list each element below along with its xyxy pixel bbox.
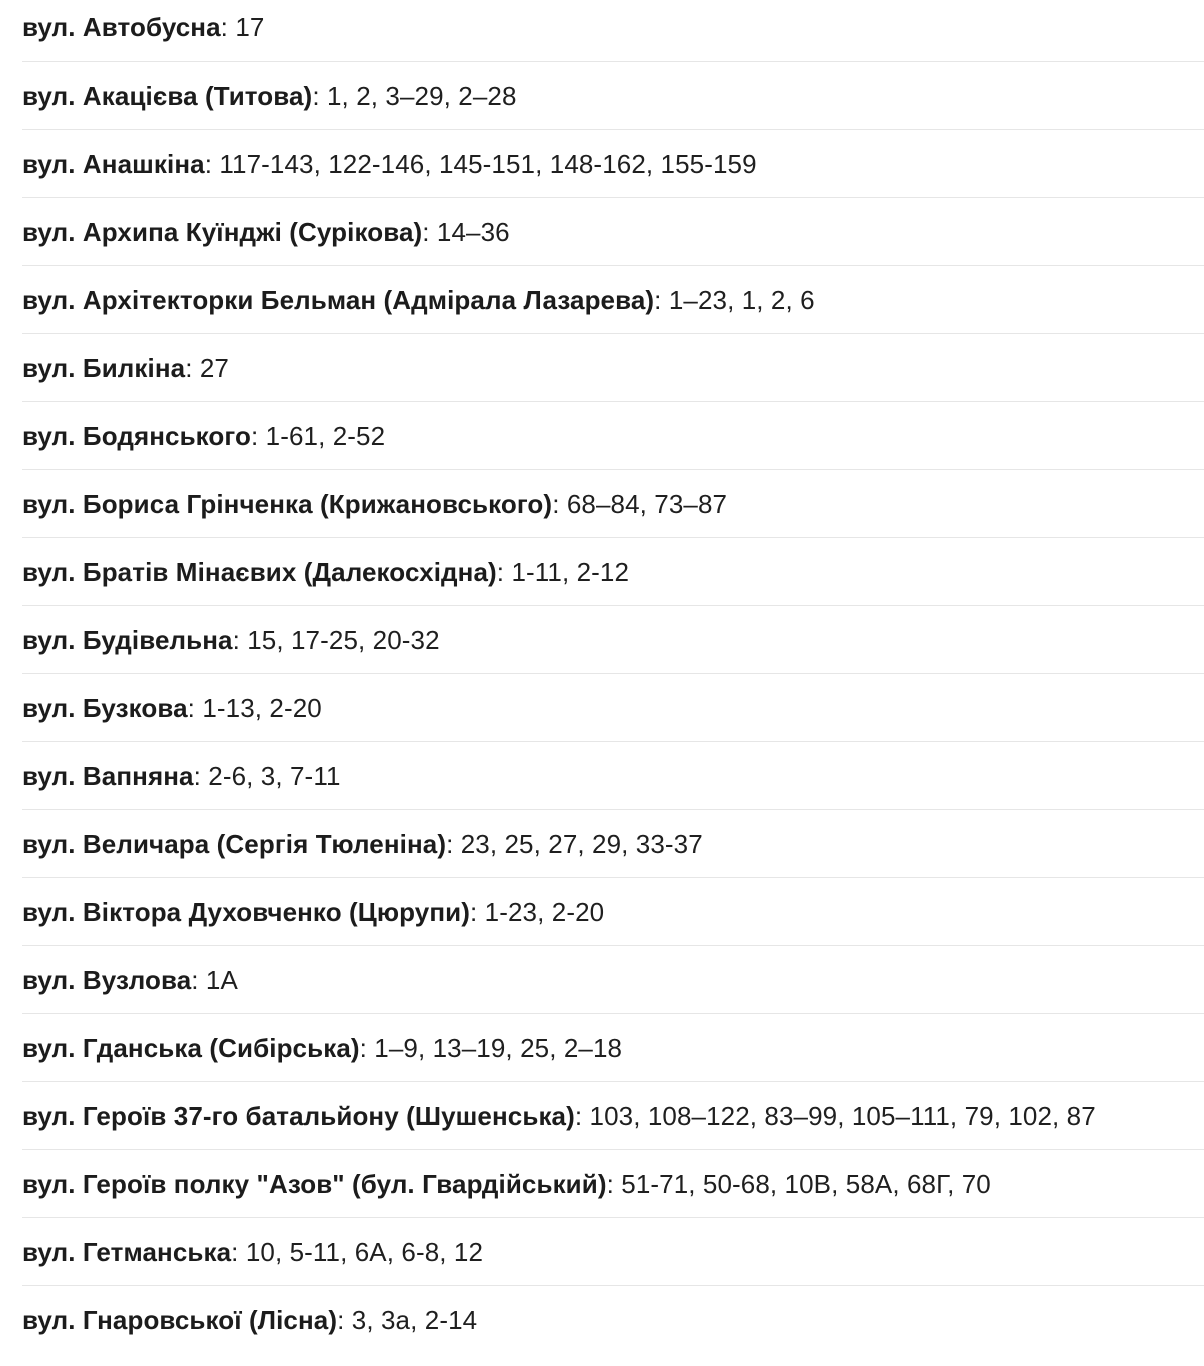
street-name: вул. Анашкіна [22,148,205,179]
street-name: вул. Величара (Сергія Тюленіна) [22,828,447,859]
list-item: вул. Героїв 37-го батальйону (Шушенська) : 103, 108–122, 83–99, 105–111, 79, 102, 87 [22,1082,1204,1150]
street-name: вул. Гнаровської (Лісна) [22,1305,338,1335]
street-name: вул. Бузкова [22,692,188,723]
house-numbers: 1-11, 2-12 [511,556,630,587]
list-item: вул. Бодянського : 1-61, 2-52 [22,402,1204,470]
house-numbers: 14–36 [436,216,510,247]
street-name: вул. Акацієва (Титова) [22,80,313,111]
list-item: вул. Бузкова : 1-13, 2-20 [22,674,1204,742]
house-numbers: 1, 2, 3–29, 2–28 [326,80,517,111]
street-name: вул. Братів Мінаєвих (Далекосхідна) [22,556,497,587]
list-item: вул. Гетманська : 10, 5-11, 6А, 6-8, 12 [22,1218,1204,1286]
street-list [22,0,1204,1354]
list-item: вул. Віктора Духовченко (Цюрупи) : 1-23, 2-20 [22,878,1204,946]
house-numbers: 1–23, 1, 2, 6 [668,284,815,315]
house-numbers: 1-61, 2-52 [265,420,386,451]
list-item: вул. Архітекторки Бельман (Адмірала Лазарева) : 1–23, 1, 2, 6 [22,266,1204,334]
list-item: вул. Величара (Сергія Тюленіна) : 23, 25, 27, 29, 33-37 [22,810,1204,878]
street-name: вул. Вапняна [22,760,194,791]
list-item: вул. Вузлова : 1А [22,946,1204,1014]
street-name: вул. Архітекторки Бельман (Адмірала Лазарева) [22,284,655,315]
house-numbers: 27 [199,352,229,383]
list-item: вул. Гданська (Сибірська) : 1–9, 13–19, 25, 2–18 [22,1014,1204,1082]
house-numbers: 1–9, 13–19, 25, 2–18 [374,1032,623,1063]
street-name: вул. Гетманська [22,1236,232,1267]
street-name: вул. Віктора Духовченко (Цюрупи) [22,896,471,927]
street-name: вул. Билкіна [22,352,186,383]
house-numbers: 17 [235,11,265,42]
house-numbers: 23, 25, 27, 29, 33-37 [460,828,703,859]
street-name: вул. Бориса Грінченка (Крижановського) [22,488,553,519]
list-item: вул. Вапняна : 2-6, 3, 7-11 [22,742,1204,810]
list-item: вул. Билкіна : 27 [22,334,1204,402]
house-numbers: 1-23, 2-20 [484,896,605,927]
house-numbers: 1-13, 2-20 [202,692,322,723]
house-numbers: 1А [205,964,238,995]
list-item: вул. Бориса Грінченка (Крижановського) : 68–84, 73–87 [22,470,1204,538]
list-item: вул. Автобусна : 17 [22,0,1204,62]
house-numbers: 68–84, 73–87 [566,488,728,519]
house-numbers: 51-71, 50-68, 10В, 58А, 68Г, 70 [621,1168,991,1199]
street-name: вул. Героїв полку "Азов" (бул. Гвардійський) [22,1168,607,1199]
street-name: вул. Гданська (Сибірська) [22,1032,360,1063]
list-item: вул. Анашкіна : 117-143, 122-146, 145-151, 148-162, 155-159 [22,130,1204,198]
street-name: вул. Вузлова [22,964,192,995]
street-name: вул. Архипа Куїнджі (Сурікова) [22,216,423,247]
street-name: вул. Героїв 37-го батальйону (Шушенська) [22,1100,575,1131]
street-name: вул. Автобусна [22,11,221,42]
list-item: вул. Архипа Куїнджі (Сурікова) : 14–36 [22,198,1204,266]
house-numbers: 15, 17-25, 20-32 [247,624,440,655]
house-numbers: 117-143, 122-146, 145-151, 148-162, 155-159 [219,148,757,179]
house-numbers: 3, 3а, 2-14 [351,1305,478,1335]
list-item: вул. Акацієва (Титова) : 1, 2, 3–29, 2–28 [22,62,1204,130]
street-name: вул. Будівельна [22,624,233,655]
street-name: вул. Бодянського [22,420,251,451]
list-item: вул. Братів Мінаєвих (Далекосхідна) : 1-11, 2-12 [22,538,1204,606]
list-item: вул. Будівельна : 15, 17-25, 20-32 [22,606,1204,674]
list-item: вул. Гнаровської (Лісна) : 3, 3а, 2-14 [22,1305,478,1335]
house-numbers: 10, 5-11, 6А, 6-8, 12 [245,1236,484,1267]
house-numbers: 2-6, 3, 7-11 [208,760,341,791]
house-numbers: 103, 108–122, 83–99, 105–111, 79, 102, 87 [589,1100,1096,1131]
list-item: вул. Героїв полку "Азов" (бул. Гвардійський) : 51-71, 50-68, 10В, 58А, 68Г, 70 [22,1150,1204,1218]
